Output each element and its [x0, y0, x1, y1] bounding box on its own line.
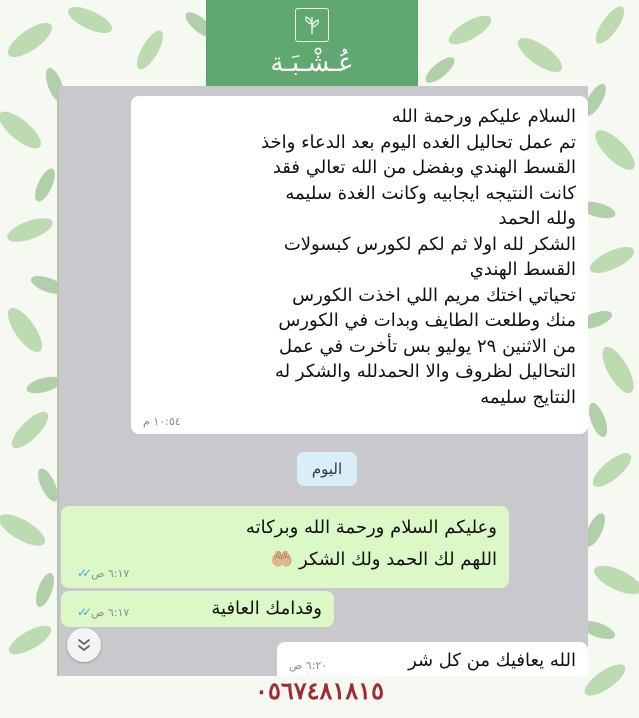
message-meta [143, 415, 181, 428]
herb-leaf-logo-icon [295, 8, 329, 42]
brand-logo-header [206, 0, 418, 86]
brand-name: عُـشْـبَـة [270, 48, 354, 78]
message-text: وعليكم السلام ورحمة الله وبركاته اللهم لك الحمد ولك الشكر 🤲🏼 [245, 517, 497, 570]
message-time: ٦:٢٠ ص [289, 659, 328, 672]
message-bubble-outgoing[interactable] [61, 591, 334, 627]
chat-conversation[interactable] [57, 86, 588, 676]
message-meta [77, 605, 129, 619]
double-check-icon: ✓✓ [77, 605, 88, 619]
message-meta [77, 566, 129, 580]
scroll-to-bottom-button[interactable] [67, 628, 101, 662]
message-time: ٦:١٧ ص [91, 605, 130, 619]
chevron-double-down-icon [76, 637, 92, 653]
message-time: ٦:١٧ ص [91, 566, 130, 580]
date-divider: اليوم [297, 452, 357, 486]
message-meta [289, 659, 327, 672]
contact-phone-number: ٠٥٦٧٤٨١٨١٥ [255, 676, 384, 705]
message-text: وقدامك العافية [211, 598, 322, 619]
message-time: ١٠:٥٤ م [143, 415, 181, 428]
double-check-icon: ✓✓ [77, 566, 88, 580]
message-text: السلام عليكم ورحمة الله تم عمل تحاليل الغده اليوم بعد الدعاء واخذ القسط الهندي وبفضل من الله تعالي فقد كانت النتيجه ايجابيه وكانت الغدة سليمه ولله الحمد الشكر لله اولا ثم لكم لكورس كبسولات القسط الهندي تحياتي اختك مريم اللي اخذت الكورس منك وطلعت الطايف وبدات في الكورس من الاثنين ٢٩ يوليو بس تأخرت في عمل التحاليل لظروف والا الحمدلله والشكر له النتايج سليمه [261, 106, 576, 408]
message-text: الله يعافيك من كل شر [408, 650, 576, 671]
message-bubble-incoming[interactable] [131, 96, 588, 434]
message-bubble-outgoing[interactable] [61, 506, 509, 588]
message-bubble-incoming[interactable] [277, 642, 588, 676]
